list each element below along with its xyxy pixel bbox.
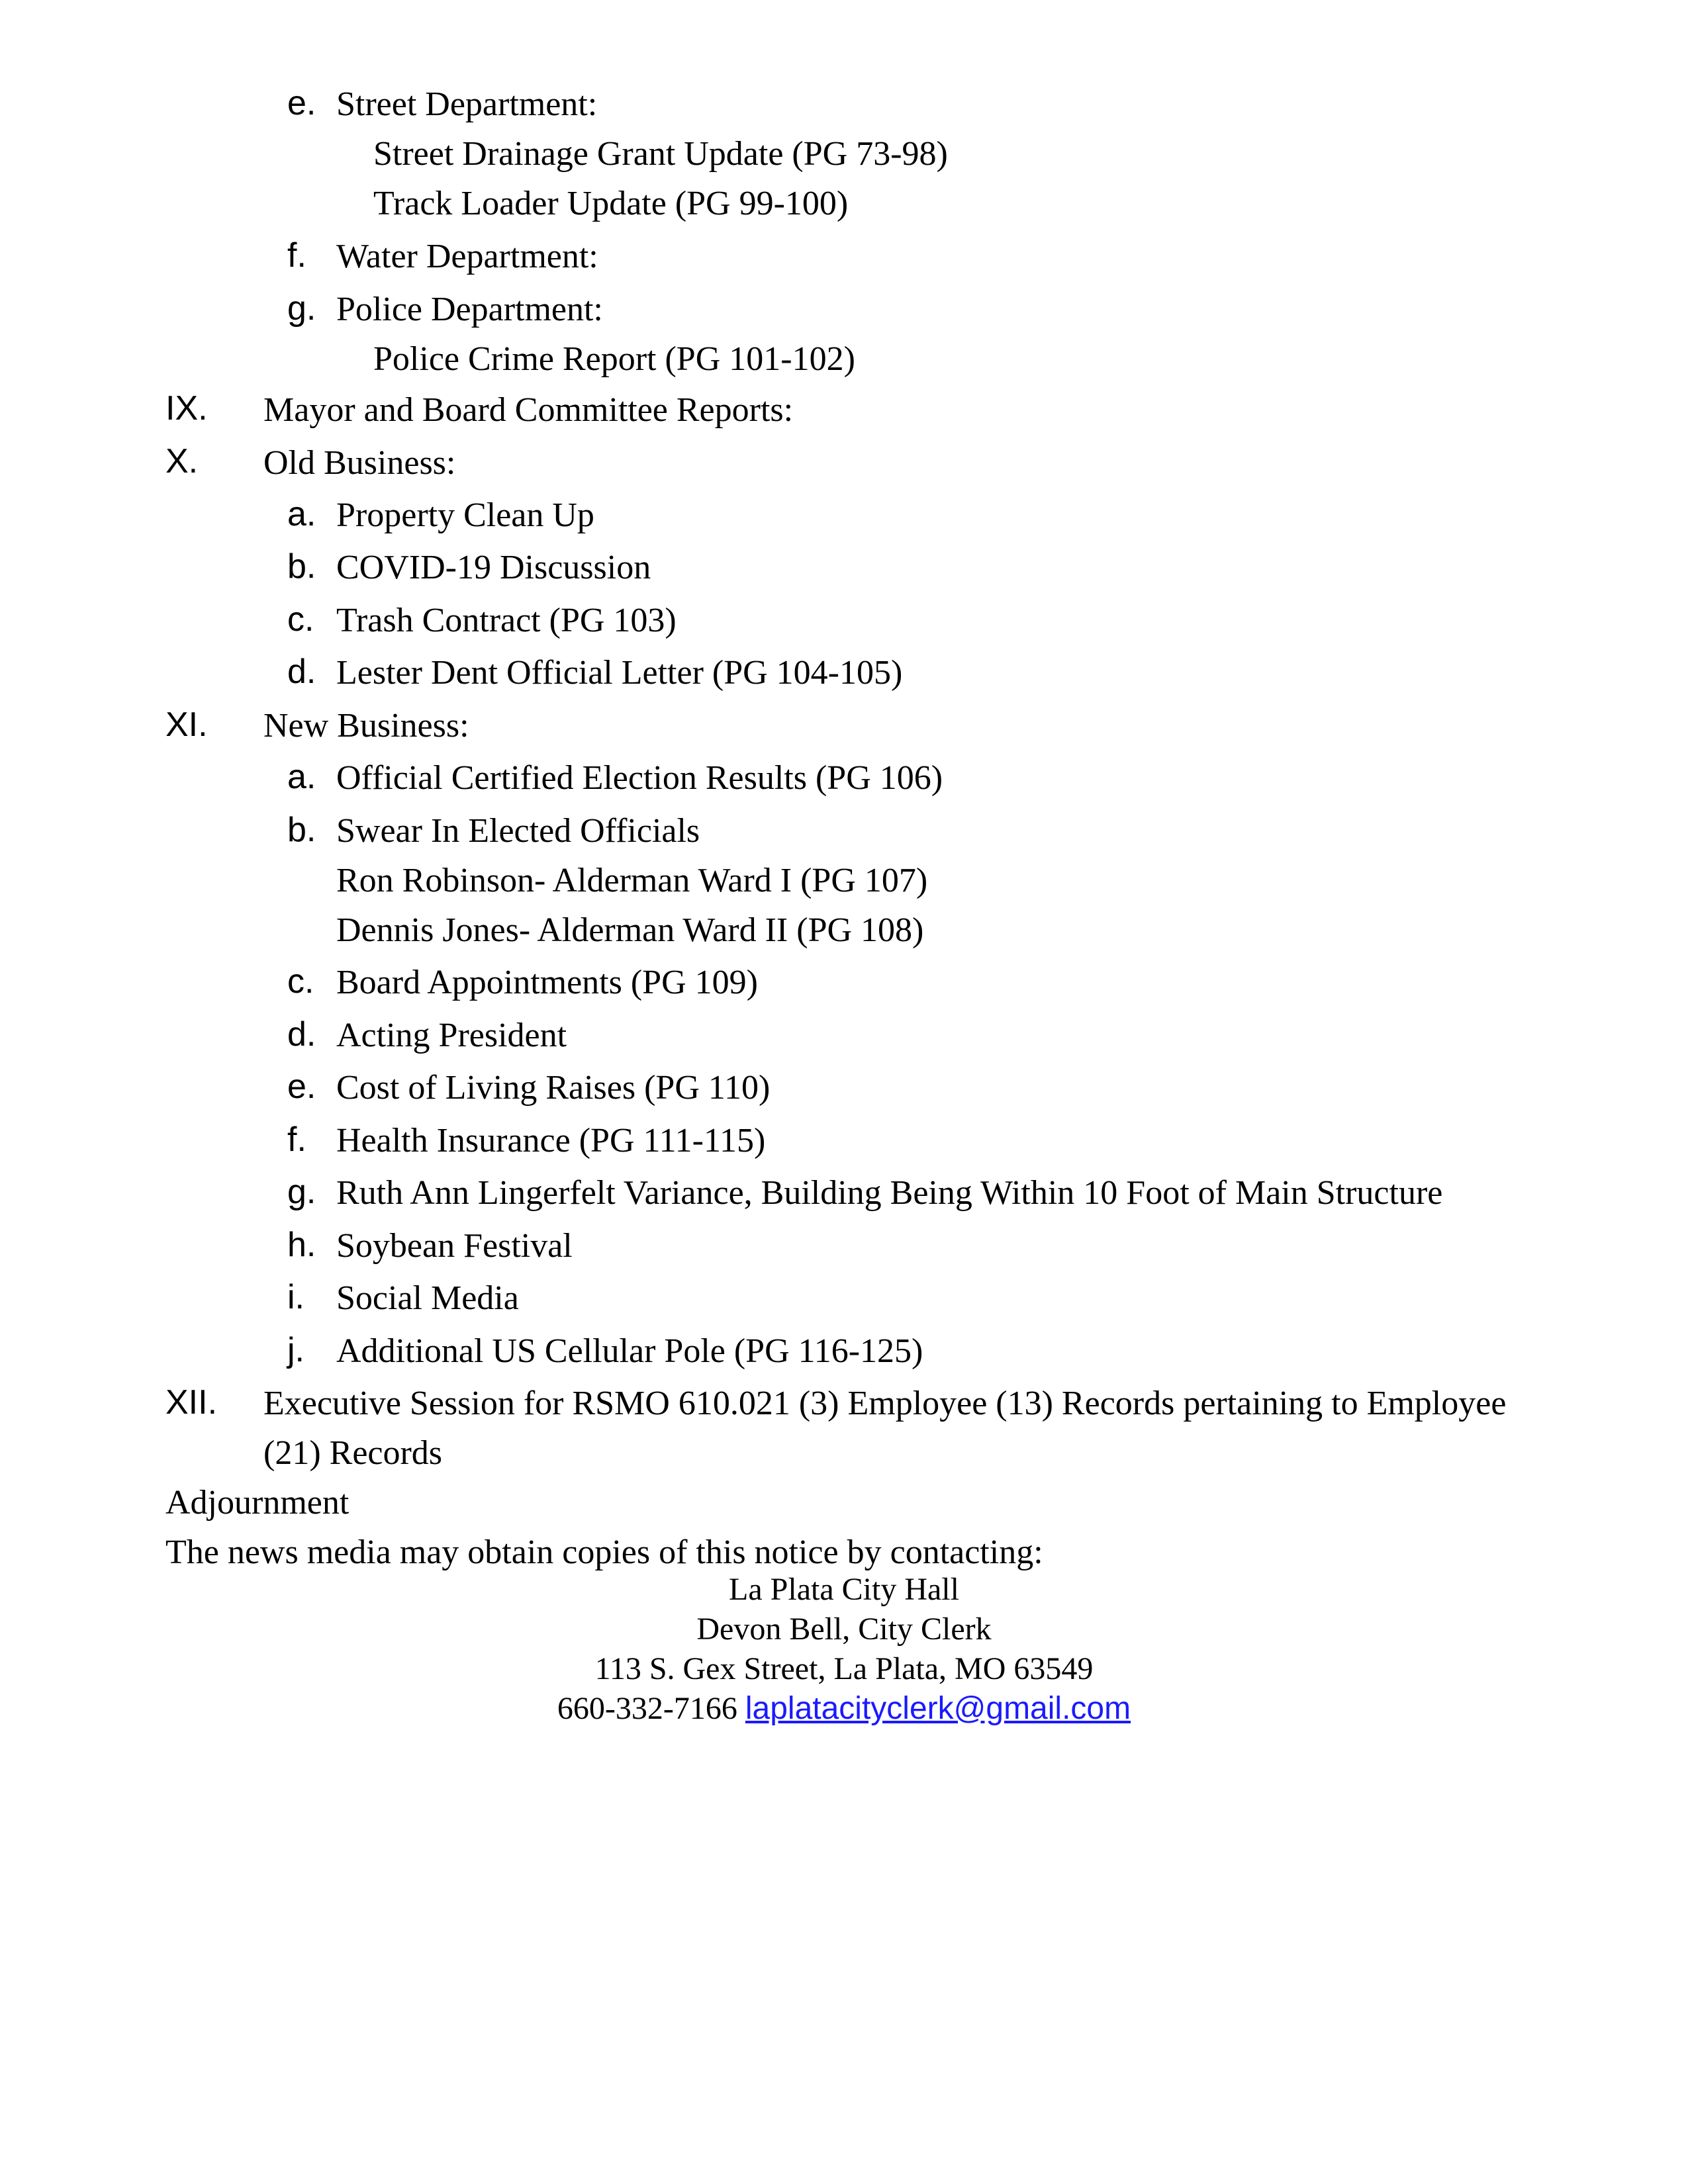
item-marker: j. bbox=[287, 1331, 305, 1369]
official-sub-item: Ron Robinson- Alderman Ward I (PG 107) bbox=[336, 862, 928, 899]
list-item: Soybean Festival bbox=[336, 1227, 573, 1265]
adjournment-heading: Adjournment bbox=[165, 1484, 350, 1522]
contact-email-link[interactable]: laplatacityclerk@gmail.com bbox=[745, 1691, 1131, 1726]
track-loader-item: Track Loader Update (PG 99-100) bbox=[373, 185, 849, 222]
section-marker: IX. bbox=[165, 389, 208, 428]
contact-clerk: Devon Bell, City Clerk bbox=[696, 1612, 992, 1647]
list-item: COVID-19 Discussion bbox=[336, 549, 651, 586]
street-drainage-grant-item: Street Drainage Grant Update (PG 73-98) bbox=[373, 135, 948, 173]
list-item: Official Certified Election Results (PG 106) bbox=[336, 759, 943, 797]
list-item: Acting President bbox=[336, 1017, 567, 1054]
item-marker: b. bbox=[287, 811, 316, 849]
item-marker: f. bbox=[287, 1120, 306, 1159]
list-item: Trash Contract (PG 103) bbox=[336, 602, 677, 639]
media-notice: The news media may obtain copies of this notice by contacting: bbox=[165, 1533, 1043, 1571]
item-marker: d. bbox=[287, 1015, 316, 1054]
section-marker: X. bbox=[165, 442, 199, 480]
contact-office: La Plata City Hall bbox=[729, 1572, 959, 1607]
item-marker: e. bbox=[287, 84, 316, 122]
item-marker: h. bbox=[287, 1226, 316, 1264]
list-item: Board Appointments (PG 109) bbox=[336, 964, 758, 1001]
section-xi-heading: New Business: bbox=[263, 707, 469, 745]
item-marker: c. bbox=[287, 600, 314, 639]
contact-phone: 660-332-7166 bbox=[557, 1691, 737, 1726]
item-marker: c. bbox=[287, 962, 314, 1001]
police-department-heading: Police Department: bbox=[336, 291, 603, 328]
item-marker: a. bbox=[287, 758, 316, 796]
item-marker: f. bbox=[287, 236, 306, 275]
section-marker: XII. bbox=[165, 1383, 218, 1422]
street-department-heading: Street Department: bbox=[336, 85, 598, 123]
section-ix-heading: Mayor and Board Committee Reports: bbox=[263, 391, 794, 429]
list-item: Swear In Elected Officials bbox=[336, 812, 700, 850]
contact-line bbox=[0, 1689, 1688, 1729]
section-xii-line-2: (21) Records bbox=[263, 1434, 443, 1472]
list-item: Property Clean Up bbox=[336, 496, 594, 534]
list-item: Additional US Cellular Pole (PG 116-125) bbox=[336, 1332, 923, 1370]
item-marker: i. bbox=[287, 1278, 305, 1316]
list-item: Ruth Ann Lingerfelt Variance, Building Being Within 10 Foot of Main Structure bbox=[336, 1174, 1443, 1212]
list-item: Social Media bbox=[336, 1279, 519, 1317]
list-item: Cost of Living Raises (PG 110) bbox=[336, 1069, 771, 1107]
contact-address: 113 S. Gex Street, La Plata, MO 63549 bbox=[594, 1651, 1094, 1686]
item-marker: d. bbox=[287, 653, 316, 691]
police-crime-report-item: Police Crime Report (PG 101-102) bbox=[373, 340, 855, 378]
section-x-heading: Old Business: bbox=[263, 444, 456, 482]
item-marker: b. bbox=[287, 547, 316, 586]
item-marker: g. bbox=[287, 1173, 316, 1211]
list-item: Lester Dent Official Letter (PG 104-105) bbox=[336, 654, 903, 692]
section-xii-line-1: Executive Session for RSMO 610.021 (3) Employee (13) Records pertaining to Employee bbox=[263, 1385, 1507, 1422]
water-department-heading: Water Department: bbox=[336, 238, 598, 275]
list-item: Health Insurance (PG 111-115) bbox=[336, 1122, 766, 1160]
item-marker: g. bbox=[287, 289, 316, 328]
item-marker: e. bbox=[287, 1068, 316, 1106]
section-marker: XI. bbox=[165, 705, 208, 744]
item-marker: a. bbox=[287, 495, 316, 533]
official-sub-item: Dennis Jones- Alderman Ward II (PG 108) bbox=[336, 911, 924, 949]
